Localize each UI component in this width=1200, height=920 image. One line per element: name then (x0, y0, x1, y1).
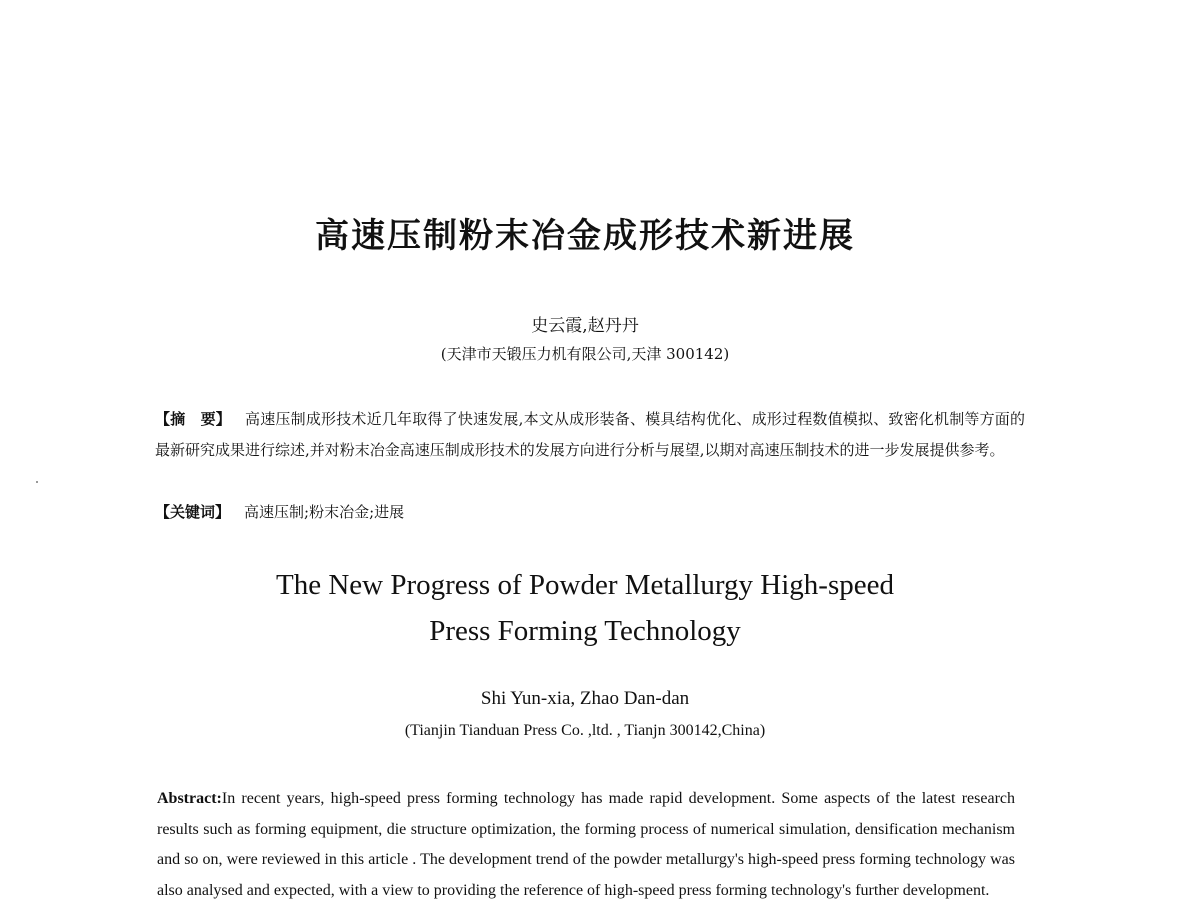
chinese-abstract (155, 404, 1025, 466)
chinese-affiliation: (天津市天锻压力机有限公司,天津 300142) (440, 345, 730, 363)
english-affiliation: (Tianjin Tianduan Press Co. ,ltd. , Tianjn 300142,China) (404, 722, 766, 739)
english-abstract-label: Abstract: (157, 790, 222, 807)
chinese-authors: 史云霞,赵丹丹 (531, 316, 639, 336)
chinese-keywords-label: 【关键词】 (155, 503, 231, 521)
english-authors: Shi Yun-xia, Zhao Dan-dan (480, 688, 690, 709)
chinese-keywords-text: 高速压制;粉末冶金;进展 (244, 503, 405, 521)
chinese-abstract-label: 【摘 要】 (155, 410, 232, 428)
scan-speck (36, 481, 38, 483)
chinese-keywords (155, 497, 1025, 527)
chinese-title: 高速压制粉末冶金成形技术新进展 (315, 216, 855, 256)
english-title-line-2: Press Forming Technology (429, 615, 741, 647)
english-title-line-1: The New Progress of Powder Metallurgy High-speed (275, 569, 894, 601)
chinese-abstract-text: 高速压制成形技术近几年取得了快速发展,本文从成形装备、模具结构优化、成形过程数值模拟、致密化机制等方面的最新研究成果进行综述,并对粉末冶金高速压制成形技术的发展方向进行分析与展望,以期对高速压制技术的进一步发展提供参考。 (155, 410, 1025, 459)
english-abstract (157, 784, 1015, 906)
english-abstract-text: In recent years, high-speed press forming technology has made rapid development. Some aspects of the latest research results such as forming equipment, die structure optimization, the forming process of numerical simulation, densification mechanism and so on, were reviewed in this article . The development trend of the powder metallurgy's high-speed press forming technology was also analysed and expected, with a view to providing the reference of high-speed press forming technology's further development. (157, 790, 1015, 899)
english-title (0, 562, 1170, 654)
